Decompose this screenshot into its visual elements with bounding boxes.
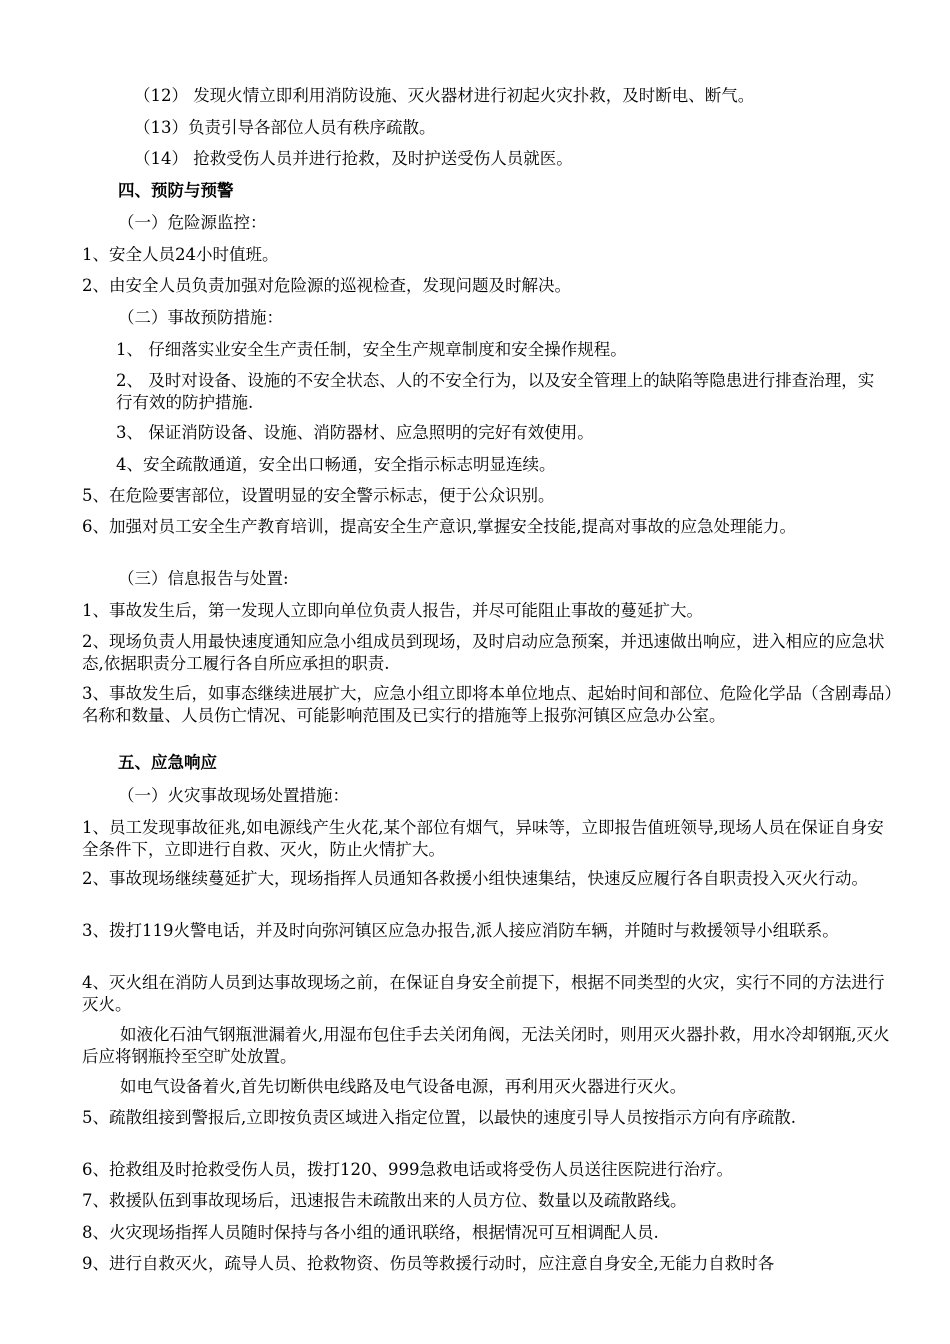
item-14: （14） 抢救受伤人员并进行抢救，及时护送受伤人员就医。: [134, 149, 573, 168]
fire-item-8: 8、火灾现场指挥人员随时保持与各小组的通讯联络，根据情况可互相调配人员.: [82, 1223, 659, 1242]
prevention-item-3: 3、 保证消防设备、设施、消防器材、应急照明的完好有效使用。: [116, 423, 594, 442]
hazard-item-1: 1、安全人员24小时值班。: [82, 245, 279, 264]
report-item-1: 1、事故发生后，第一发现人立即向单位负责人报告，并尽可能阻止事故的蔓延扩大。: [82, 601, 703, 620]
subheading-accident-prevention: （二）事故预防措施：: [118, 308, 283, 327]
hazard-item-2: 2、由安全人员负责加强对危险源的巡视检查，发现问题及时解决。: [82, 276, 571, 295]
fire-item-9: 9、进行自救灭火，疏导人员、抢救物资、伤员等救援行动时，应注意自身安全,无能力自救时各: [82, 1254, 775, 1273]
fire-item-2: 2、事故现场继续蔓延扩大，现场指挥人员通知各救援小组快速集结，快速反应履行各自职责投入灭火行动。: [82, 869, 868, 888]
item-12: （12） 发现火情立即利用消防设施、灭火器材进行初起火灾扑救，及时断电、断气。: [134, 86, 755, 105]
electrical-fire-note: 如电气设备着火,首先切断供电线路及电气设备电源，再利用灭火器进行灭火。: [120, 1077, 687, 1096]
fire-item-5: 5、疏散组接到警报后,立即按负责区域进入指定位置，以最快的速度引导人员按指示方向有序疏散.: [82, 1108, 796, 1127]
prevention-item-4: 4、安全疏散通道，安全出口畅通，安全指示标志明显连续。: [116, 455, 556, 474]
item-13: （13）负责引导各部位人员有秩序疏散。: [134, 118, 436, 137]
prevention-item-2: 2、 及时对设备、设施的不安全状态、人的不安全行为，以及安全管理上的缺陷等隐患进行排查治理，实行有效的防护措施.: [116, 371, 875, 412]
subheading-hazard-monitoring: （一）危险源监控：: [118, 213, 267, 232]
fire-item-6: 6、抢救组及时抢救受伤人员，拨打120、999急救电话或将受伤人员送往医院进行治疗。: [82, 1160, 733, 1179]
report-item-3: 3、事故发生后，如事态继续进展扩大，应急小组立即将本单位地点、起始时间和部位、危险化学品（含剧毒品）名称和数量、人员伤亡情况、可能影响范围及已实行的措施等上报弥河镇区应急办公室。: [82, 684, 893, 725]
subheading-fire-measures: （一）火灾事故现场处置措施：: [118, 786, 349, 805]
subheading-info-report: （三）信息报告与处置:: [118, 569, 289, 588]
heading-emergency-response: 五、应急响应: [118, 753, 217, 772]
prevention-item-5: 5、在危险要害部位，设置明显的安全警示标志，便于公众识别。: [82, 486, 555, 505]
prevention-item-1: 1、 仔细落实业安全生产责任制，安全生产规章制度和安全操作规程。: [116, 340, 627, 359]
fire-item-4: 4、灭火组在消防人员到达事故现场之前，在保证自身安全前提下，根据不同类型的火灾，实行不同的方法进行灭火。: [82, 973, 885, 1014]
prevention-item-6: 6、加强对员工安全生产教育培训，提高安全生产意识,掌握安全技能,提高对事故的应急处理能力。: [82, 517, 796, 536]
lpg-fire-note: 如液化石油气钢瓶泄漏着火,用湿布包住手去关闭角阀，无法关闭时，则用灭火器扑救，用水冷却钢瓶,灭火后应将钢瓶拎至空旷处放置。: [82, 1025, 890, 1066]
heading-prevention-warning: 四、预防与预警: [118, 181, 234, 200]
report-item-2: 2、现场负责人用最快速度通知应急小组成员到现场，及时启动应急预案，并迅速做出响应，进入相应的应急状态,依据职责分工履行各自所应承担的职责.: [82, 632, 885, 673]
fire-item-1: 1、员工发现事故征兆,如电源线产生火花,某个部位有烟气，异味等，立即报告值班领导,现场人员在保证自身安全条件下，立即进行自救、灭火，防止火情扩大。: [82, 818, 884, 859]
fire-item-7: 7、救援队伍到事故现场后，迅速报告未疏散出来的人员方位、数量以及疏散路线。: [82, 1191, 687, 1210]
fire-item-3: 3、拨打119火警电话，并及时向弥河镇区应急办报告,派人接应消防车辆，并随时与救援领导小组联系。: [82, 921, 839, 940]
